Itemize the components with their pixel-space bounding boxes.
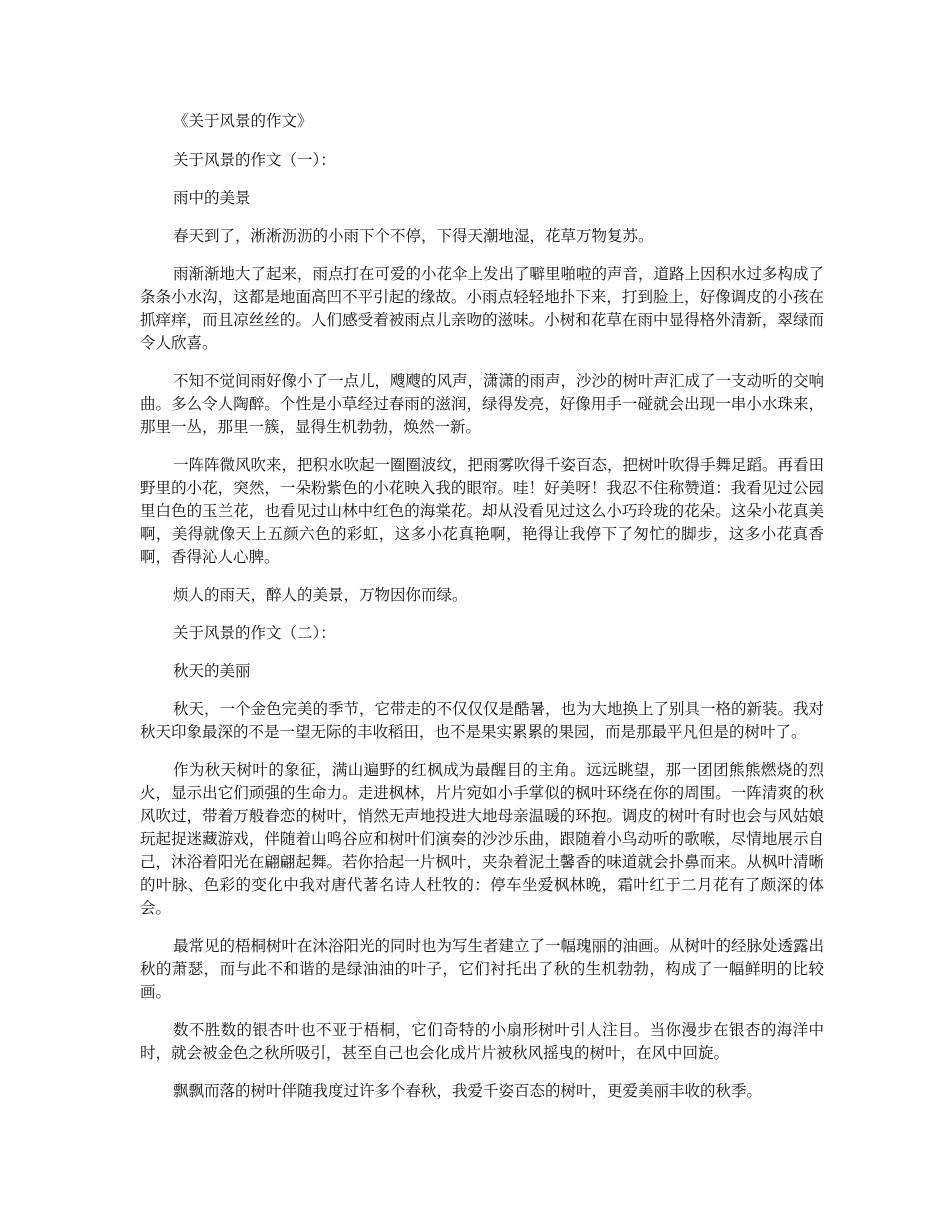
essay-2-subtitle: 秋天的美丽: [173, 662, 251, 680]
essay-2-heading: 关于风景的作文（二）：: [173, 624, 336, 642]
essay-1-paragraph: 雨渐渐地大了起来，雨点打在可爱的小花伞上发出了噼里啪啦的声音，道路上因积水过多构成了条条小水沟，这都是地面高凹不平引起的缘故。小雨点轻轻地扑下来，打到脸上，好像调皮的小孩在抓痒痒，而且凉丝丝的。人们感受着被雨点儿亲吻的滋味。小树和花草在雨中显得格外清新，翠绿而令人欣喜。: [140, 265, 825, 352]
essay-1-paragraph: 烦人的雨天，醉人的美景，万物因你而绿。: [173, 586, 468, 604]
document-title: 《关于风景的作文》: [173, 112, 313, 130]
essay-1-subtitle: 雨中的美景: [173, 189, 251, 207]
essay-2-paragraph: 秋天，一个金色完美的季节，它带走的不仅仅仅是酷暑，也为大地换上了别具一格的新装。我对秋天印象最深的不是一望无际的丰收稻田，也不是果实累累的果园，而是那最平凡但是的树叶了。: [140, 700, 825, 741]
essay-1-paragraph: 一阵阵微风吹来，把积水吹起一圈圈波纹，把雨雾吹得千姿百态，把树叶吹得手舞足蹈。再看田野里的小花，突然，一朵粉紫色的小花映入我的眼帘。哇！好美呀！我忍不住称赞道：我看见过公园里白色的玉兰花，也看见过山林中红色的海棠花。却从没看见过这么小巧玲珑的花朵。这朵小花真美啊，美得就像天上五颜六色的彩虹，这多小花真艳啊，艳得让我停下了匆忙的脚步，这多小花真香啊，香得沁人心脾。: [140, 456, 825, 566]
essay-2-paragraph: 数不胜数的银杏叶也不亚于梧桐，它们奇特的小扇形树叶引人注目。当你漫步在银杏的海洋中时，就会被金色之秋所吸引，甚至自己也会化成片片被秋风摇曳的树叶，在风中回旋。: [140, 1021, 824, 1062]
essay-1-paragraph: 春天到了，淅淅沥沥的小雨下个不停，下得天潮地湿，花草万物复苏。: [173, 227, 654, 245]
essay-2-paragraph: 最常见的梧桐树叶在沐浴阳光的同时也为写生者建立了一幅瑰丽的油画。从树叶的经脉处透露出秋的萧瑟，而与此不和谐的是绿油油的叶子，它们衬托出了秋的生机勃勃，构成了一幅鲜明的比较画。: [140, 937, 825, 1001]
essay-2-paragraph: 飘飘而落的树叶伴随我度过许多个春秋，我爱千姿百态的树叶，更爱美丽丰收的秋季。: [173, 1082, 763, 1100]
essay-1-paragraph: 不知不觉间雨好像小了一点儿，飕飕的风声，潇潇的雨声，沙沙的树叶声汇成了一支动听的交响曲。多么令人陶醉。个性是小草经过春雨的滋润，绿得发亮，好像用手一碰就会出现一串小水珠来，那里一丛，那里一簇，显得生机勃勃，焕然一新。: [140, 372, 825, 436]
document-page: [140, 110, 824, 1118]
essay-2-paragraph: 作为秋天树叶的象征，满山遍野的红枫成为最醒目的主角。远远眺望，那一团团熊熊燃烧的烈火，显示出它们顽强的生命力。走进枫林，片片宛如小手掌似的枫叶环绕在你的周围。一阵清爽的秋风吹过，带着万般眷恋的树叶，悄然无声地投进大地母亲温暖的环抱。调皮的树叶有时也会与风姑娘玩起捉迷藏游戏，伴随着山鸣谷应和树叶们演奏的沙沙乐曲，跟随着小鸟动听的歌喉，尽情地展示自己，沐浴着阳光在翩翩起舞。若你拾起一片枫叶，夹杂着泥土馨香的味道就会扑鼻而来。从枫叶清晰的叶脉、色彩的变化中我对唐代著名诗人杜牧的：停车坐爱枫林晚，霜叶红于二月花有了颇深的体会。: [140, 761, 824, 917]
essay-1-heading: 关于风景的作文（一）：: [173, 151, 336, 169]
